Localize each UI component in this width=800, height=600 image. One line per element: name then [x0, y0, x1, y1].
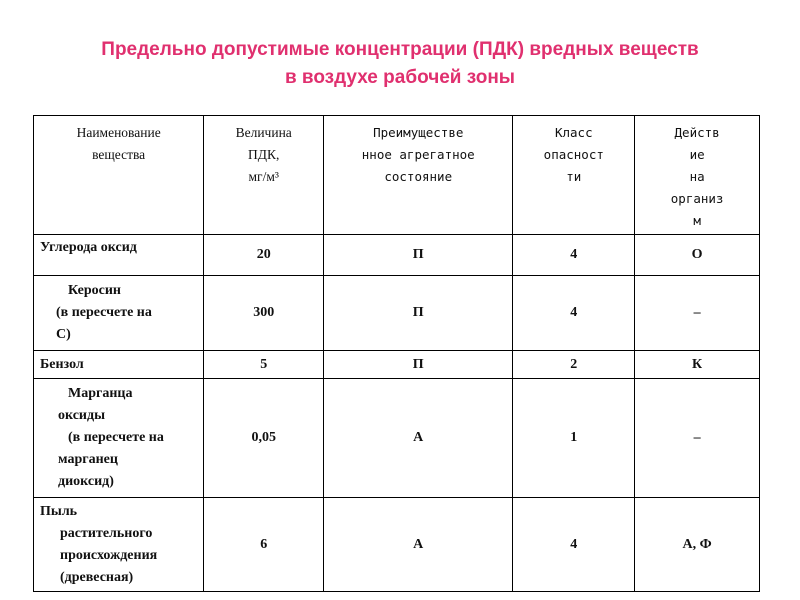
- cell-effect: А, Ф: [635, 498, 760, 592]
- cell-name: Пыль растительного происхождения (древесная): [34, 498, 204, 592]
- cell-state: П: [324, 235, 513, 276]
- cell-effect: –: [635, 379, 760, 498]
- cell-state: П: [324, 351, 513, 379]
- table-row: [34, 379, 760, 498]
- cell-class: 2: [513, 351, 635, 379]
- title-line-2: в воздухе рабочей зоны: [284, 67, 516, 88]
- cell-class: 4: [513, 498, 635, 592]
- cell-effect: О: [635, 235, 760, 276]
- cell-name: Бензол: [34, 351, 204, 379]
- cell-state: П: [324, 276, 513, 351]
- title-line-1: Предельно допустимые концентрации (ПДК) вредных веществ: [101, 39, 699, 60]
- cell-pdk: 5: [204, 351, 324, 379]
- header-class: Класс опасност ти: [513, 116, 635, 235]
- table-row: [34, 276, 760, 351]
- cell-class: 4: [513, 235, 635, 276]
- cell-pdk: 20: [204, 235, 324, 276]
- cell-state: А: [324, 498, 513, 592]
- cell-pdk: 6: [204, 498, 324, 592]
- cell-name: Углерода оксид: [34, 235, 204, 276]
- cell-class: 1: [513, 379, 635, 498]
- pdk-table: [33, 115, 760, 592]
- cell-name: Керосин (в пересчете на С): [34, 276, 204, 351]
- table-row: [34, 235, 760, 276]
- header-effect: Действ ие на организ м: [635, 116, 760, 235]
- cell-class: 4: [513, 276, 635, 351]
- cell-effect: К: [635, 351, 760, 379]
- cell-pdk: 0,05: [204, 379, 324, 498]
- table-row: [34, 498, 760, 592]
- cell-state: А: [324, 379, 513, 498]
- cell-name: Марганца оксиды (в пересчете на марганец диоксид): [34, 379, 204, 498]
- header-row: [34, 116, 760, 235]
- table-row: [34, 351, 760, 379]
- cell-pdk: 300: [204, 276, 324, 351]
- header-pdk: Величина ПДК, мг/м³: [204, 116, 324, 235]
- page-title: [0, 36, 800, 92]
- header-state: Преимуществе нное агрегатное состояние: [324, 116, 513, 235]
- cell-effect: –: [635, 276, 760, 351]
- header-name: Наименование вещества: [34, 116, 204, 235]
